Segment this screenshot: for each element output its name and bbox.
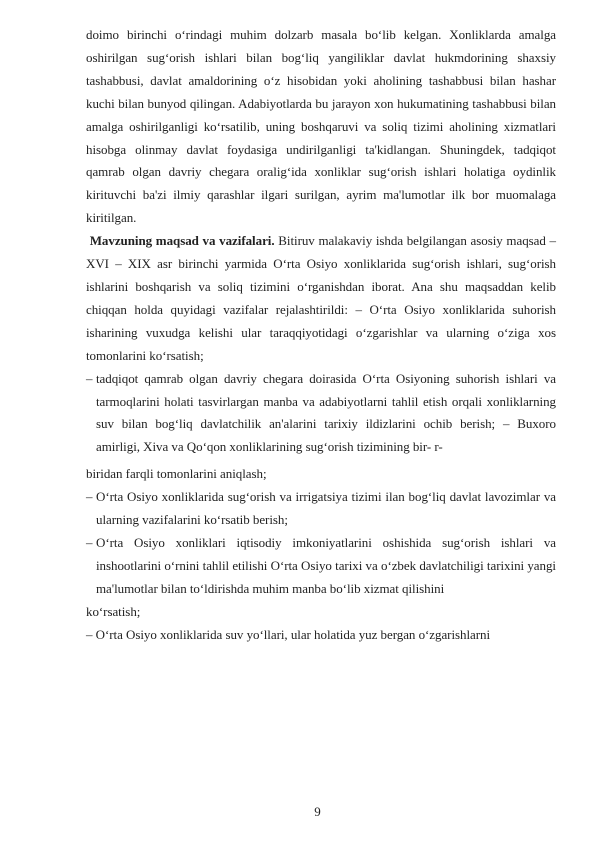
list-dash: –: [86, 370, 93, 386]
list-item-sources-text: tadqiqot qamrab olgan davriy chegara doirasida O‘rta Osiyoning suhorish ishlari va tarmoqlarini holati tasvirlargan manba va adabiyotlarni tahlil etish orqali xonliklarning suv bilan bog‘liq davlatchilik an'alarini tarixiy ildizlarini ochib berish; – Buxoro amirligi, Xiva va Qo‘qon xonliklarining sug‘orish tizimining bir- r-: [96, 370, 556, 455]
goals-body: Bitiruv malakaviy ishda belgilangan asosiy maqsad – XVI – XIX asr birinchi yarmida O‘rta Osiyo xonliklarida sug‘orish ishlari, sug‘orish ishlarini boshqarish va soliq tizimini o‘rganishdan iborat. Ana shu maqsaddan kelib chiqqan holda quyidagi vazifalar rejalashtirildi: – O‘rta Osiyo xonliklarida suhorish isharining vuxudga kelishi ular taraqqiyotidagi o‘zgarishlar va ularning o‘ziga xos tomonlarini ko‘rsatish;: [86, 233, 556, 363]
list-item-economy-tail: ko‘rsatish;: [86, 603, 141, 619]
body-text: [86, 24, 556, 646]
list-item-waterways: – O‘rta Osiyo xonliklarida suv yo‘llari, ular holatida yuz bergan o‘zgarishlarni: [86, 626, 491, 642]
list-dash: –: [86, 489, 93, 505]
paragraph-goals: [86, 230, 556, 367]
continuation-line: biridan farqli tomonlarini aniqlash;: [86, 466, 267, 482]
list-item-positions: [86, 486, 556, 532]
list-item-economy-text: O‘rta Osiyo xonliklari iqtisodiy imkoniyatlarini oshishida sug‘orish ishlari va inshootlarini o‘rnini tahlil etilishi O‘rta Osiyo tarixi va o‘zbek davlatchiligi tarixini yangi ma'lumotlar bilan to‘ldirishda muhim manba bo‘lib xizmat qilishini: [96, 534, 556, 596]
page-number: 9: [314, 804, 321, 819]
list-dash: –: [86, 534, 93, 550]
paragraph-intro: doimo birinchi o‘rindagi muhim dolzarb masala bo‘lib kelgan. Xonliklarda amalga oshirilgan sug‘orish ishlari bilan bog‘liq yangiliklar davlat hukmdorining shaxsiy tashabbusi, davlat amaldorining o‘z hisobidan yoki aholining tashabbusi bilan hashar kuchi bilan bunyod qilingan. Adabiyotlarda bu jarayon xon hukumatining tashabbusi bilan amalga oshirilganligi ko‘rsatilib, uning boshqaruvi va soliq tizimi aholining xizmatlari hisobga olinmay davlat foydasiga undirilganligi ta'kidlangan. Shuningdek, tadqiqot qamrab olgan davriy chegara oralig‘ida xonliklar sug‘orish ishlari holatiga oydinlik kirituvchi ba'zi ilmiy qarashlar ilgari surilgan, ayrim ma'lumotlar ilk bor muomalaga kiritilgan.: [86, 27, 556, 226]
list-item-economy: [86, 532, 556, 601]
list-item-sources: [86, 368, 556, 460]
goals-heading: Mavzuning maqsad va vazifalari.: [89, 233, 275, 249]
list-item-positions-text: O‘rta Osiyo xonliklarida sug‘orish va irrigatsiya tizimi ilan bog‘liq davlat lavozimlar va ularning vazifalarini ko‘rsatib berish;: [96, 489, 556, 528]
